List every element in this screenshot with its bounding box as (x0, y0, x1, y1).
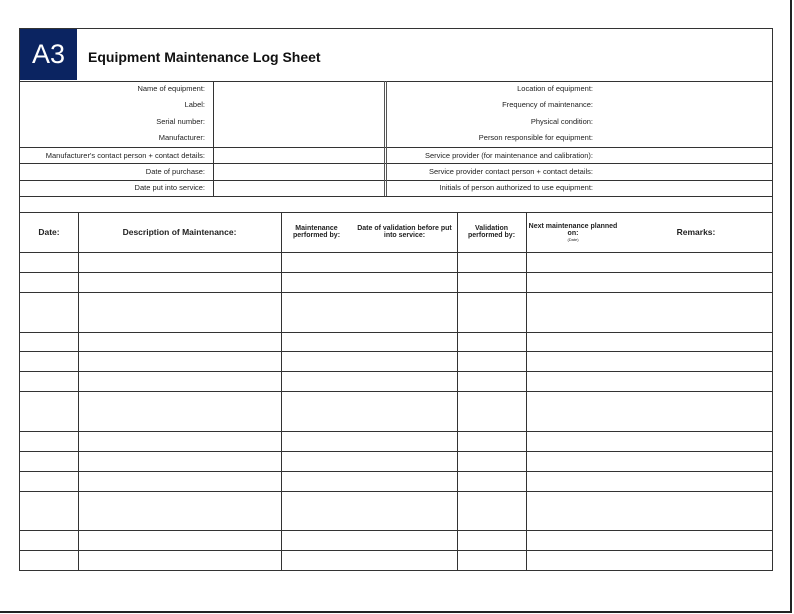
table-cell[interactable] (527, 472, 771, 490)
table-cell[interactable] (282, 492, 456, 529)
field-label: Date put into service: (134, 183, 205, 192)
table-cell[interactable] (21, 372, 77, 390)
table-cell[interactable] (79, 253, 280, 271)
table-cell[interactable] (21, 352, 77, 370)
table-cell[interactable] (282, 333, 456, 350)
table-cell[interactable] (79, 551, 280, 569)
table-cell[interactable] (79, 432, 280, 450)
table-row (20, 391, 772, 431)
table-cell[interactable] (282, 551, 456, 569)
field-label: Initials of person authorized to use equipment: (439, 183, 593, 192)
table-cell[interactable] (21, 452, 77, 470)
table-cell[interactable] (527, 293, 771, 331)
table-cell[interactable] (21, 333, 77, 350)
column-header-label: Remarks: (676, 227, 716, 237)
table-cell[interactable] (21, 531, 77, 549)
left-value-field[interactable] (214, 147, 383, 163)
logo: A3 (20, 29, 77, 80)
table-cell[interactable] (21, 392, 77, 430)
column-header-4 (457, 212, 526, 252)
table-cell[interactable] (21, 492, 77, 529)
table-cell[interactable] (527, 452, 771, 470)
column-header-label: Description of Maintenance: (122, 227, 237, 237)
field-label: Date of purchase: (145, 167, 205, 176)
table-cell[interactable] (458, 333, 525, 350)
table-cell[interactable] (79, 472, 280, 490)
table-cell[interactable] (527, 253, 771, 271)
table-cell[interactable] (458, 551, 525, 569)
field-label: Manufacturer: (158, 133, 205, 142)
table-cell[interactable] (458, 293, 525, 331)
table-row (20, 431, 772, 451)
page-title: Equipment Maintenance Log Sheet (88, 49, 321, 65)
column-header-label: Maintenance performed by: (292, 225, 341, 239)
table-row (20, 451, 772, 471)
table-row (20, 272, 772, 292)
table-cell[interactable] (282, 392, 456, 430)
table-cell[interactable] (79, 372, 280, 390)
column-header-6 (620, 212, 772, 252)
table-cell[interactable] (282, 432, 456, 450)
table-cell[interactable] (527, 273, 771, 291)
table-cell[interactable] (79, 492, 280, 529)
column-header-1 (78, 212, 281, 252)
table-cell[interactable] (458, 392, 525, 430)
left-value-field[interactable] (214, 81, 383, 147)
field-label: Frequency of maintenance: (502, 100, 593, 109)
column-header-0 (20, 212, 78, 252)
table-cell[interactable] (527, 392, 771, 430)
field-label: Service provider (for maintenance and calibration): (425, 151, 593, 160)
table-cell[interactable] (79, 531, 280, 549)
table-cell[interactable] (79, 392, 280, 430)
field-label: Service provider contact person + contact details: (428, 167, 593, 176)
table-cell[interactable] (79, 333, 280, 350)
table-row (20, 530, 772, 550)
table-cell[interactable] (21, 293, 77, 331)
table-cell[interactable] (458, 472, 525, 490)
field-label: Physical condition: (530, 117, 593, 126)
table-cell[interactable] (79, 273, 280, 291)
table-cell[interactable] (282, 372, 456, 390)
table-cell[interactable] (79, 293, 280, 331)
field-label: Serial number: (156, 117, 205, 126)
table-cell[interactable] (458, 531, 525, 549)
table-cell[interactable] (282, 472, 456, 490)
table-cell[interactable] (21, 253, 77, 271)
table-row (20, 550, 772, 570)
column-header-label: Validation performed by: (467, 225, 516, 239)
table-cell[interactable] (282, 452, 456, 470)
right-value-field[interactable] (600, 180, 770, 196)
table-row (20, 252, 772, 272)
table-row (20, 471, 772, 491)
field-label: Person responsible for equipment: (478, 133, 593, 142)
column-header-label: Date: (38, 227, 60, 237)
divider (20, 196, 772, 197)
table-cell[interactable] (79, 452, 280, 470)
column-header-label: Date of validation before put into service: (357, 225, 452, 239)
table-cell[interactable] (458, 452, 525, 470)
table-row (20, 351, 772, 371)
right-value-field[interactable] (600, 147, 770, 163)
date-hint: (Date) (567, 236, 579, 242)
table-cell[interactable] (527, 551, 771, 569)
table-row (20, 371, 772, 391)
field-label: Label: (184, 100, 205, 109)
right-value-field[interactable] (600, 81, 770, 147)
table-cell[interactable] (458, 372, 525, 390)
column-header-2 (281, 212, 352, 252)
table-cell[interactable] (282, 293, 456, 331)
log-sheet (19, 28, 773, 571)
table-row (20, 491, 772, 530)
left-value-field[interactable] (214, 180, 383, 196)
right-value-field[interactable] (600, 163, 770, 180)
column-header-label: Next maintenance planned on: (528, 222, 618, 237)
table-cell[interactable] (282, 531, 456, 549)
field-label: Name of equipment: (137, 84, 205, 93)
table-cell[interactable] (282, 352, 456, 370)
table-cell[interactable] (282, 273, 456, 291)
table-cell[interactable] (458, 273, 525, 291)
field-label: Location of equipment: (517, 84, 593, 93)
table-cell[interactable] (458, 352, 525, 370)
table-cell[interactable] (458, 492, 525, 529)
field-label: Manufacturer's contact person + contact details: (45, 151, 205, 160)
table-cell[interactable] (527, 333, 771, 350)
table-cell[interactable] (527, 531, 771, 549)
left-value-field[interactable] (214, 163, 383, 180)
table-cell[interactable] (21, 432, 77, 450)
table-cell[interactable] (527, 352, 771, 370)
table-cell[interactable] (458, 432, 525, 450)
column-header-5 (526, 212, 620, 252)
divider (384, 81, 387, 196)
table-cell[interactable] (21, 551, 77, 569)
table-cell[interactable] (282, 253, 456, 271)
column-header-3 (352, 212, 457, 252)
table-cell[interactable] (21, 472, 77, 490)
table-cell[interactable] (21, 273, 77, 291)
table-row (20, 332, 772, 351)
table-cell[interactable] (527, 492, 771, 529)
table-cell[interactable] (527, 432, 771, 450)
table-cell[interactable] (527, 372, 771, 390)
sheet-header (20, 29, 772, 82)
table-cell[interactable] (458, 253, 525, 271)
table-cell[interactable] (79, 352, 280, 370)
table-row (20, 292, 772, 332)
